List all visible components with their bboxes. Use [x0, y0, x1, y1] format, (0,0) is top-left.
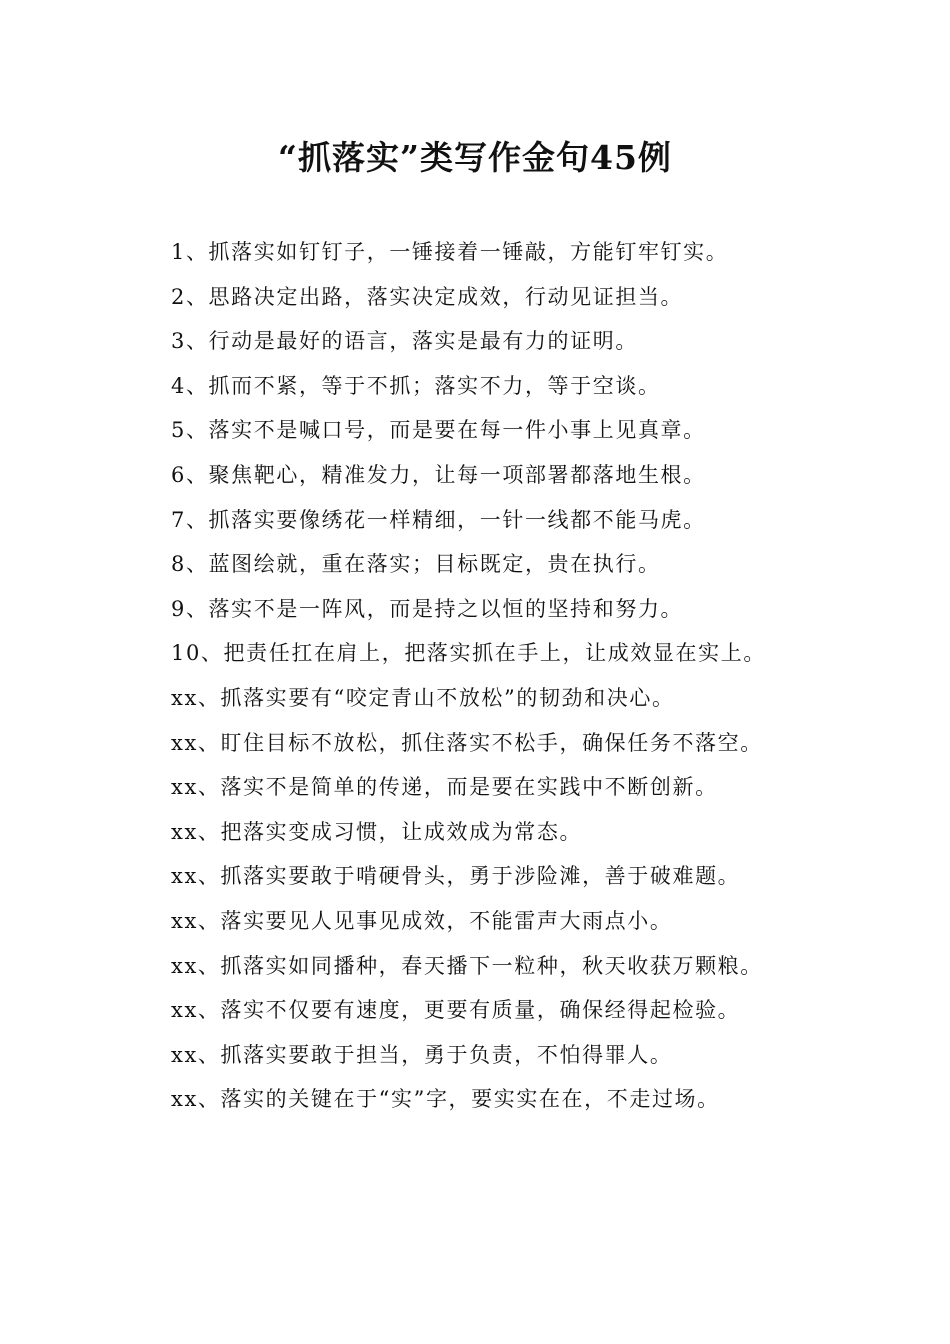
list-item: xx、落实不是简单的传递，而是要在实践中不断创新。	[171, 775, 718, 800]
list-item: 2、思路决定出路，落实决定成效，行动见证担当。	[171, 284, 684, 309]
list-item: xx、抓落实要敢于担当，勇于负责，不怕得罪人。	[171, 1042, 673, 1067]
list-item: xx、落实的关键在于“实”字，要实实在在，不走过场。	[171, 1087, 720, 1112]
list-item: xx、抓落实要有“咬定青山不放松”的韧劲和决心。	[171, 685, 675, 710]
list-item: 10、把责任扛在肩上，把落实抓在手上，让成效显在实上。	[171, 641, 766, 666]
list-item: 3、行动是最好的语言，落实是最有力的证明。	[171, 329, 638, 354]
sentence-list	[171, 236, 861, 1128]
document-title: “抓落实”类写作金句45例	[278, 138, 672, 177]
list-item: 6、聚焦靶心，精准发力，让每一项部署都落地生根。	[171, 462, 706, 487]
list-item: 7、抓落实要像绣花一样精细，一针一线都不能马虎。	[171, 507, 706, 532]
list-item: xx、抓落实要敢于啃硬骨头，勇于涉险滩，善于破难题。	[171, 864, 741, 889]
list-item: 1、抓落实如钉钉子，一锤接着一锤敲，方能钉牢钉实。	[171, 240, 729, 264]
list-item: xx、抓落实如同播种，春天播下一粒种，秋天收获万颗粮。	[171, 953, 763, 978]
list-item: xx、盯住目标不放松，抓住落实不松手，确保任务不落空。	[171, 730, 763, 755]
list-item: 9、落实不是一阵风，而是持之以恒的坚持和努力。	[171, 596, 684, 621]
list-item: 8、蓝图绘就，重在落实；目标既定，贵在执行。	[171, 552, 661, 577]
list-item: 4、抓而不紧，等于不抓；落实不力，等于空谈。	[171, 373, 661, 398]
list-item: xx、把落实变成习惯，让成效成为常态。	[171, 819, 583, 844]
list-item: xx、落实要见人见事见成效，不能雷声大雨点小。	[171, 908, 673, 933]
list-item: 5、落实不是喊口号，而是要在每一件小事上见真章。	[171, 418, 706, 443]
list-item: xx、落实不仅要有速度，更要有质量，确保经得起检验。	[171, 998, 741, 1023]
